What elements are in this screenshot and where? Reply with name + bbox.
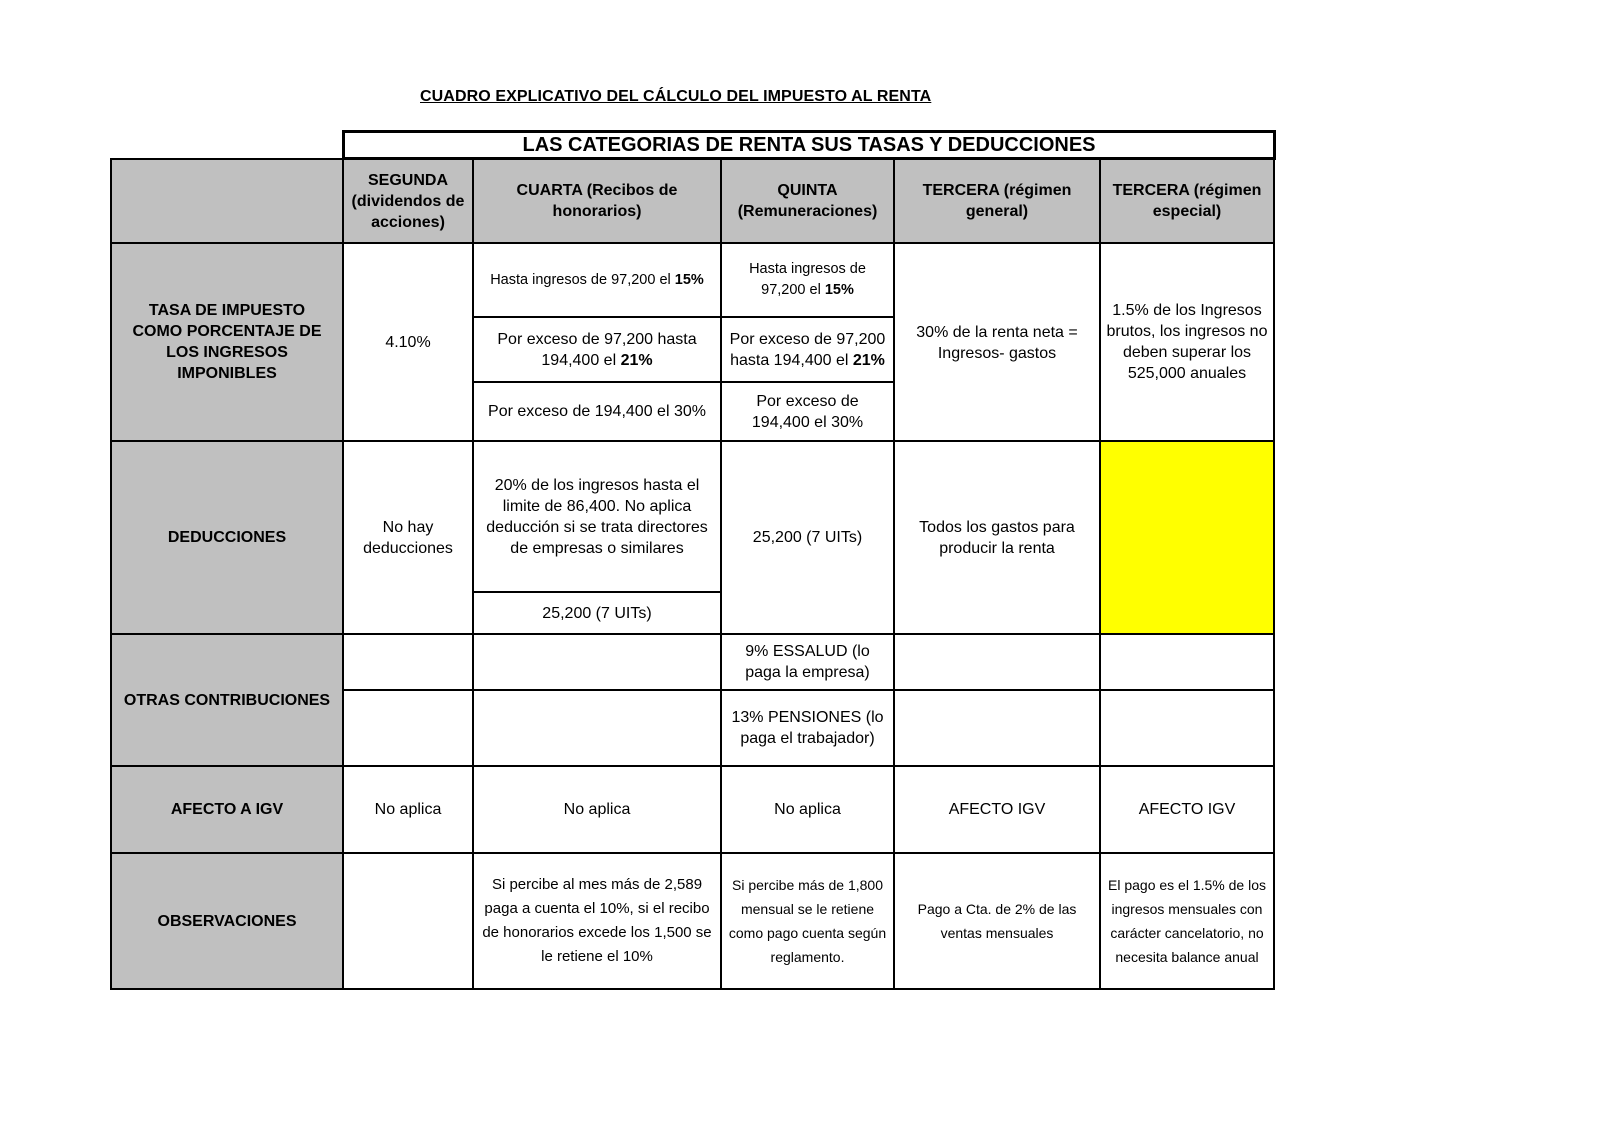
observaciones-tercera-general: Pago a Cta. de 2% de las ventas mensuales <box>893 852 1101 990</box>
otras-tercera-general-2 <box>893 689 1101 767</box>
igv-segunda: No aplica <box>342 765 474 854</box>
table-banner <box>342 130 1276 160</box>
otras-quinta-essalud: 9% ESSALUD (lo paga la empresa) <box>720 633 895 691</box>
banner-text: LAS CATEGORIAS DE RENTA SUS TASAS Y DEDUCCIONES <box>522 133 1096 156</box>
observaciones-quinta: Si percibe más de 1,800 mensual se le retiene como pago cuenta según reglamento. <box>720 852 895 990</box>
observaciones-tercera-especial: El pago es el 1.5% de los ingresos mensuales con carácter cancelatorio, no necesita balance anual <box>1099 852 1275 990</box>
col-header-tercera-especial: TERCERA (régimen especial) <box>1099 158 1275 244</box>
tasa-tercera-general: 30% de la renta neta = Ingresos- gastos <box>893 242 1101 442</box>
otras-segunda-1 <box>342 633 474 691</box>
tasa-quinta-tramo-3: Por exceso de 194,400 el 30% <box>720 381 895 442</box>
otras-tercera-especial-1 <box>1099 633 1275 691</box>
tasa-quinta-tramo-2: Por exceso de 97,200 hasta 194,400 el 21% <box>720 316 895 383</box>
document-title: CUADRO EXPLICATIVO DEL CÁLCULO DEL IMPUESTO AL RENTA <box>420 88 932 105</box>
tasa-cuarta-tramo-3: Por exceso de 194,400 el 30% <box>472 381 722 442</box>
deducciones-quinta: 25,200 (7 UITs) <box>720 440 895 635</box>
observaciones-cuarta: Si percibe al mes más de 2,589 paga a cuenta el 10%, si el recibo de honorarios excede los 1,500 se le retiene el 10% <box>472 852 722 990</box>
row-header-igv: AFECTO A IGV <box>110 765 344 854</box>
row-header-observaciones: OBSERVACIONES <box>110 852 344 990</box>
col-header-tercera-general: TERCERA (régimen general) <box>893 158 1101 244</box>
tasa-tercera-especial: 1.5% de los Ingresos brutos, los ingresos no deben superar los 525,000 anuales <box>1099 242 1275 442</box>
col-header-quinta: QUINTA (Remuneraciones) <box>720 158 895 244</box>
deducciones-cuarta-1: 20% de los ingresos hasta el limite de 86,400. No aplica deducción si se trata directores de empresas o similares <box>472 440 722 593</box>
deducciones-cuarta-2: 25,200 (7 UITs) <box>472 591 722 635</box>
igv-tercera-general: AFECTO IGV <box>893 765 1101 854</box>
otras-tercera-general-1 <box>893 633 1101 691</box>
otras-quinta-pensiones: 13% PENSIONES (lo paga el trabajador) <box>720 689 895 767</box>
igv-tercera-especial: AFECTO IGV <box>1099 765 1275 854</box>
igv-cuarta: No aplica <box>472 765 722 854</box>
col-header-segunda: SEGUNDA (dividendos de acciones) <box>342 158 474 244</box>
otras-cuarta-2 <box>472 689 722 767</box>
row-header-tasa: TASA DE IMPUESTO COMO PORCENTAJE DE LOS INGRESOS IMPONIBLES <box>110 242 344 442</box>
tasa-cuarta-tramo-2: Por exceso de 97,200 hasta 194,400 el 21% <box>472 316 722 383</box>
deducciones-segunda: No hay deducciones <box>342 440 474 635</box>
row-header-otras: OTRAS CONTRIBUCIONES <box>110 633 344 767</box>
tasa-quinta-tramo-1: Hasta ingresos de 97,200 el 15% <box>720 242 895 318</box>
tasa-segunda: 4.10% <box>342 242 474 442</box>
otras-cuarta-1 <box>472 633 722 691</box>
deducciones-tercera-especial-highlight <box>1099 440 1275 635</box>
row-header-deducciones: DEDUCCIONES <box>110 440 344 635</box>
otras-tercera-especial-2 <box>1099 689 1275 767</box>
deducciones-tercera-general: Todos los gastos para producir la renta <box>893 440 1101 635</box>
header-corner <box>110 158 344 244</box>
col-header-cuarta: CUARTA (Recibos de honorarios) <box>472 158 722 244</box>
tasa-cuarta-tramo-1: Hasta ingresos de 97,200 el 15% <box>472 242 722 318</box>
observaciones-segunda <box>342 852 474 990</box>
igv-quinta: No aplica <box>720 765 895 854</box>
otras-segunda-2 <box>342 689 474 767</box>
